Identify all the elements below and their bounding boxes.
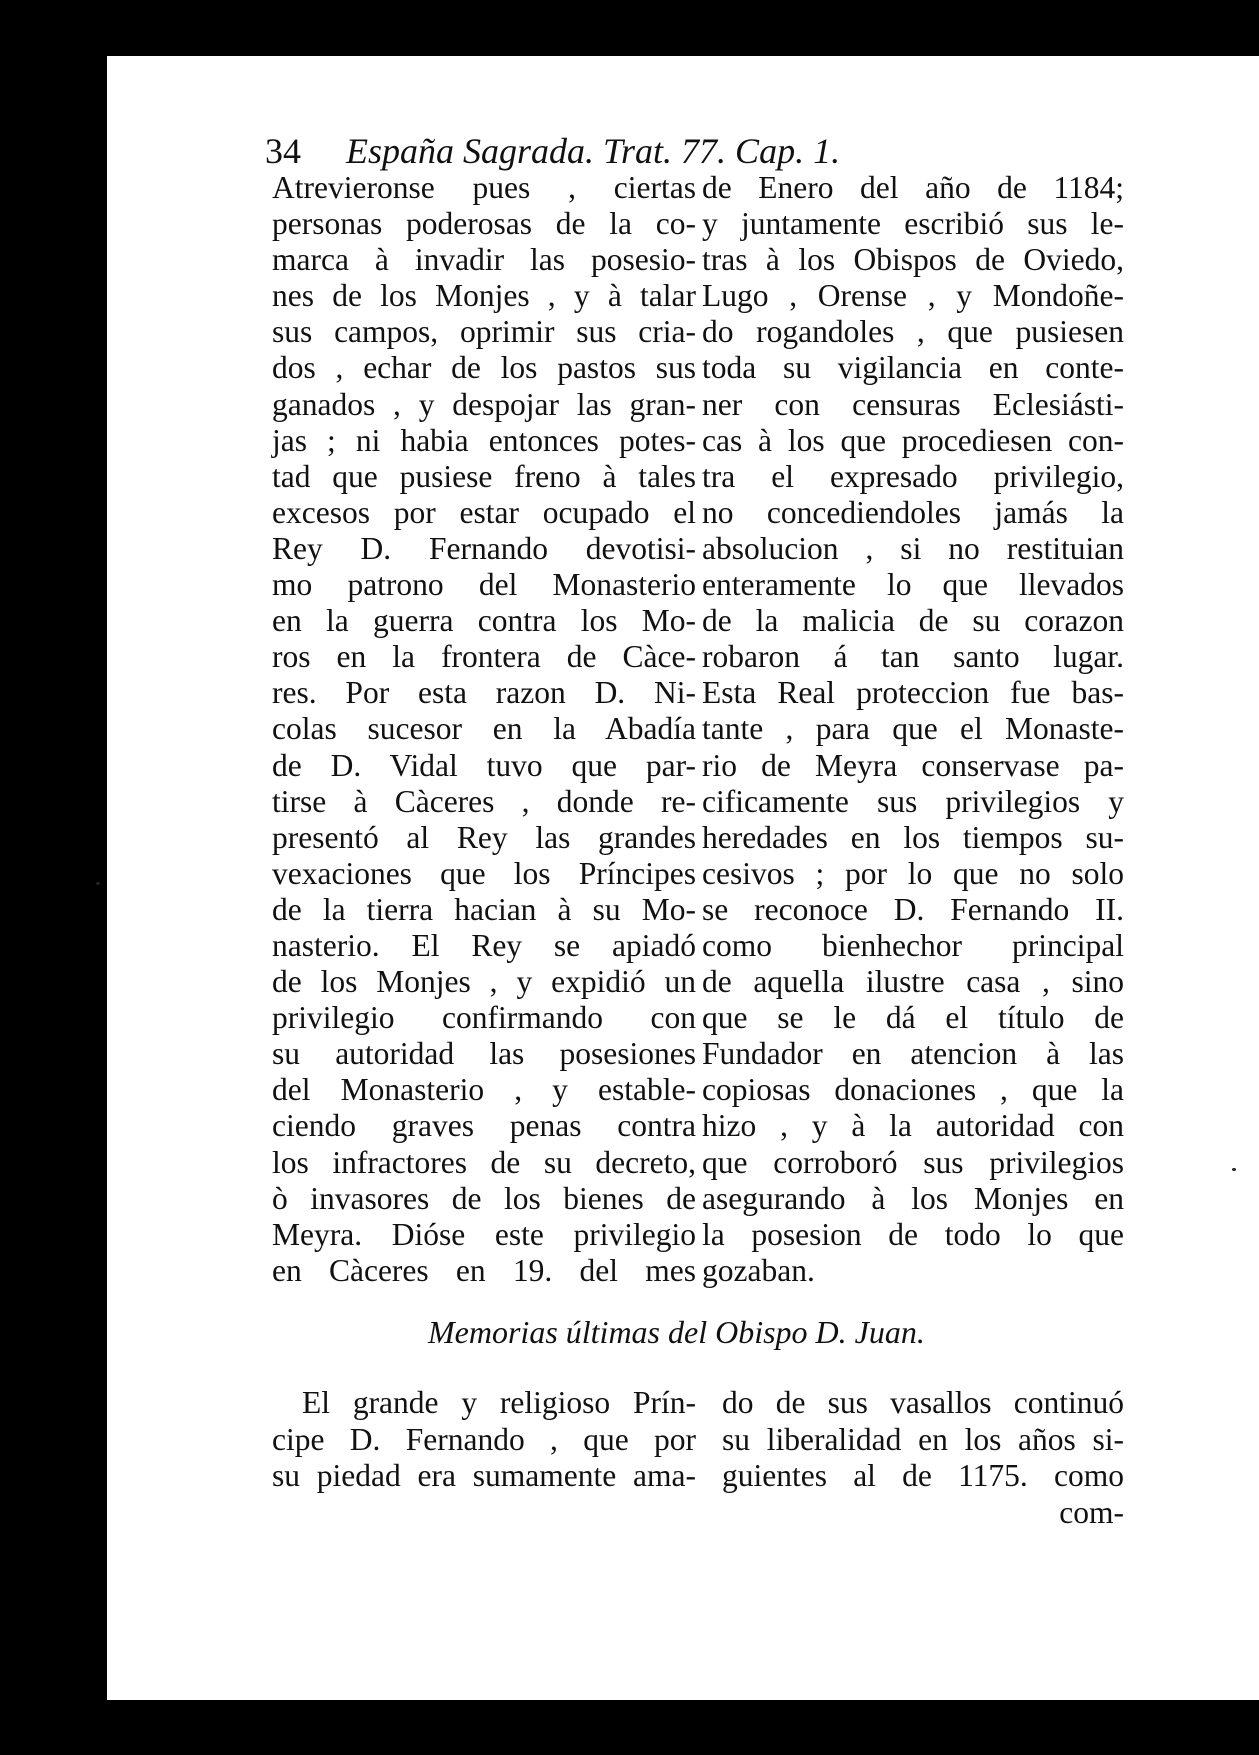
text-line: ganados , y despojar las gran- <box>272 386 696 422</box>
text-line: de Enero del año de 1184; <box>702 170 1124 205</box>
text-line: cificamente sus privilegios y <box>702 783 1124 819</box>
text-line: tirse à Càceres , donde re- <box>272 783 696 819</box>
text-line: sus campos, oprimir sus cria- <box>272 314 696 350</box>
text-column-left <box>272 170 696 1289</box>
text-line: Rey D. Fernando devotisi- <box>272 530 696 566</box>
running-header <box>265 130 840 172</box>
text-line: ros en la frontera de Càce- <box>272 639 696 675</box>
text-line: hizo , y à la autoridad con <box>702 1108 1124 1144</box>
text-line: toda su vigilancia en conte- <box>702 350 1124 386</box>
text-line: enteramente lo que llevados <box>702 567 1124 603</box>
text-line: do de sus vasallos continuó <box>722 1385 1124 1420</box>
text-line: ner con censuras Eclesiásti- <box>702 386 1124 422</box>
text-line: su piedad era sumamente ama- <box>272 1458 696 1493</box>
text-line: de los Monjes , y expidió un <box>272 964 696 1000</box>
text-line: en Càceres en 19. del mes <box>272 1252 696 1288</box>
text-line: robaron á tan santo lugar. <box>702 639 1124 675</box>
text-line: privilegio confirmando con <box>272 1000 696 1036</box>
text-line: tra el expresado privilegio, <box>702 458 1124 494</box>
text-line: como bienhechor principal <box>702 927 1124 963</box>
text-line: personas poderosas de la co- <box>272 206 696 242</box>
text-line: en la guerra contra los Mo- <box>272 603 696 639</box>
text-line: excesos por estar ocupado el <box>272 494 696 530</box>
text-line: se reconoce D. Fernando II. <box>702 891 1124 927</box>
section-column-right <box>722 1385 1124 1531</box>
text-line: guientes al de 1175. como <box>722 1458 1124 1493</box>
text-line: ò invasores de los bienes de <box>272 1180 696 1216</box>
text-line: los infractores de su decreto, <box>272 1144 696 1180</box>
text-line: de D. Vidal tuvo que par- <box>272 747 696 783</box>
running-title: España Sagrada. Trat. 77. Cap. 1. <box>346 131 841 171</box>
text-line: vexaciones que los Príncipes <box>272 855 696 891</box>
scan-speck <box>96 882 100 885</box>
text-line: del Monasterio , y estable- <box>272 1072 696 1108</box>
section-heading-text: Memorias últimas del Obispo D. Juan. <box>428 1314 925 1350</box>
text-line: mo patrono del Monasterio <box>272 567 696 603</box>
text-line: que corroboró sus privilegios <box>702 1144 1124 1180</box>
text-line: tad que pusiese freno à tales <box>272 458 696 494</box>
text-line: Fundador en atencion à las <box>702 1036 1124 1072</box>
text-line: cas à los que procediesen con- <box>702 422 1124 458</box>
text-line: jas ; ni habia entonces potes- <box>272 422 696 458</box>
text-line: su autoridad las posesiones <box>272 1036 696 1072</box>
text-line: nes de los Monjes , y à talar <box>272 278 696 314</box>
text-line: dos , echar de los pastos sus <box>272 350 696 386</box>
text-line: y juntamente escribió sus le- <box>702 206 1124 242</box>
page-number: 34 <box>265 131 301 171</box>
text-line: res. Por esta razon D. Ni- <box>272 675 696 711</box>
section-column-left <box>272 1385 696 1495</box>
text-line: do rogandoles , que pusiesen <box>702 314 1124 350</box>
text-line: ciendo graves penas contra <box>272 1108 696 1144</box>
text-line: no concediendoles jamás la <box>702 494 1124 530</box>
text-line: cesivos ; por lo que no solo <box>702 855 1124 891</box>
text-line: Meyra. Dióse este privilegio <box>272 1216 696 1252</box>
text-line: de la tierra hacian à su Mo- <box>272 891 696 927</box>
text-line: colas sucesor en la Abadía <box>272 711 696 747</box>
text-column-right <box>702 170 1124 1289</box>
text-line: asegurando à los Monjes en <box>702 1180 1124 1216</box>
text-line: su liberalidad en los años si- <box>722 1421 1124 1457</box>
text-line: El grande y religioso Prín- <box>302 1385 696 1420</box>
text-line: presentó al Rey las grandes <box>272 819 696 855</box>
text-line: heredades en los tiempos su- <box>702 819 1124 855</box>
scan-speck <box>1232 1168 1236 1171</box>
text-line: tras à los Obispos de Oviedo, <box>702 242 1124 278</box>
text-line: tante , para que el Monaste- <box>702 711 1124 747</box>
text-line: absolucion , si no restituian <box>702 530 1124 566</box>
text-line: Esta Real proteccion fue bas- <box>702 675 1124 711</box>
text-line: la posesion de todo lo que <box>702 1216 1124 1252</box>
text-line: que se le dá el título de <box>702 1000 1124 1036</box>
text-line: marca à invadir las posesio- <box>272 242 696 278</box>
text-line: de aquella ilustre casa , sino <box>702 964 1124 1000</box>
text-line: Atrevieronse pues , ciertas <box>272 170 696 205</box>
text-line: rio de Meyra conservase pa- <box>702 747 1124 783</box>
text-line: gozaban. <box>702 1252 815 1288</box>
text-line: copiosas donaciones , que la <box>702 1072 1124 1108</box>
text-line: nasterio. El Rey se apiadó <box>272 927 696 963</box>
text-line: Lugo , Orense , y Mondoñe- <box>702 278 1124 314</box>
text-line: cipe D. Fernando , que por <box>272 1421 696 1457</box>
text-line: de la malicia de su corazon <box>702 603 1124 639</box>
text-line: com- <box>1059 1494 1124 1530</box>
